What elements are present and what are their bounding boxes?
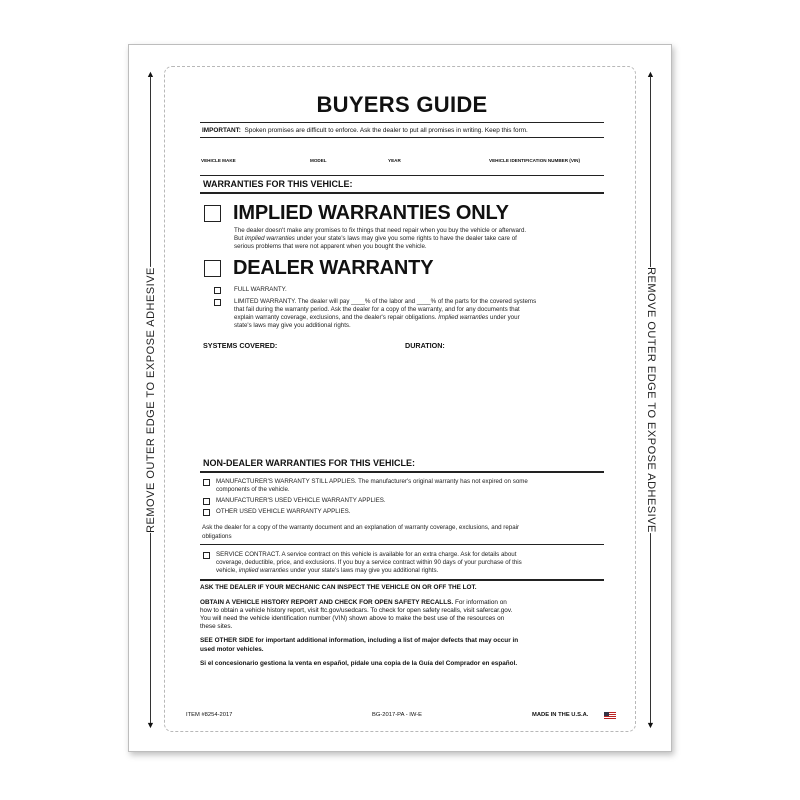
other-used-warranty-row	[200, 508, 604, 516]
divider	[200, 471, 604, 473]
text-span: OBTAIN A VEHICLE HISTORY REPORT AND CHECK FOR OPEN SAFETY RECALLS.	[200, 598, 454, 606]
text-span: Implied warranties	[438, 314, 489, 322]
service-contract-checkbox[interactable]	[203, 552, 210, 559]
mfr-warranty-checkbox[interactable]	[203, 479, 210, 486]
text-span: But	[234, 235, 246, 243]
vehicle-info-row[interactable]	[200, 156, 604, 176]
text-line: The dealer doesn't make any promises to fix things that need repair when you buy the vehicle or afterward.	[234, 227, 527, 234]
text-span: under your	[488, 314, 520, 322]
arrow-up-icon: ▲	[646, 69, 655, 79]
text-span: under your state's laws may give you some rights to have the dealer take care of	[294, 235, 517, 243]
vehicle-make-label: VEHICLE MAKE	[201, 158, 236, 163]
non-dealer-heading: NON-DEALER WARRANTIES FOR THIS VEHICLE:	[203, 457, 416, 468]
text-line: Ask the dealer for a copy of the warranty document and an explanation of warranty coverage, exclusions, and repair	[202, 524, 520, 532]
text-line: that fail during the warranty period. Ask the dealer for a copy of the warranty, and for any documents that	[234, 306, 520, 314]
text-line	[200, 599, 604, 607]
us-flag-icon	[604, 712, 616, 720]
dealer-warranty-checkbox[interactable]	[204, 260, 221, 277]
text-span: implied warranties	[238, 567, 289, 575]
limited-warranty-text	[234, 298, 536, 331]
text-line: these sites.	[200, 623, 233, 631]
systems-covered-label: SYSTEMS COVERED:	[203, 340, 278, 350]
used-mfr-warranty-row	[200, 497, 604, 505]
text-line: components of the vehicle.	[216, 485, 290, 493]
text-line: used motor vehicles.	[200, 645, 264, 653]
full-warranty-row	[200, 286, 604, 294]
text-line	[216, 567, 522, 575]
arrow-down-icon: ▼	[146, 720, 155, 730]
ask-dealer-text	[200, 524, 604, 540]
text-line: how to obtain a vehicle history report, visit ftc.gov/usedcars. To check for open safety recalls, visit safercar.gov.	[200, 606, 513, 614]
dealer-warranty-heading: DEALER WARRANTY	[233, 257, 434, 280]
spanish-notice: Si el concesionario gestiona la venta en español, pídale una copia de la Guía del Comprador en español.	[200, 659, 518, 667]
text-line: serious problems that were not apparent when you bought the vehicle.	[234, 243, 427, 251]
limited-warranty-checkbox[interactable]	[214, 299, 221, 306]
mfr-warranty-row	[200, 478, 604, 494]
other-used-warranty-label: OTHER USED VEHICLE WARRANTY APPLIES.	[216, 508, 351, 516]
text-line: SEE OTHER SIDE for important additional information, including a list of major defects that may occur in	[200, 637, 519, 645]
important-text: Spoken promises are difficult to enforce. Ask the dealer to put all promises in writing. Keep this form.	[244, 127, 528, 134]
footer	[186, 712, 616, 724]
model-label: MODEL	[310, 158, 327, 163]
arrow-down-icon: ▼	[646, 720, 655, 730]
mechanic-notice: ASK THE DEALER IF YOUR MECHANIC CAN INSPECT THE VEHICLE ON OR OFF THE LOT.	[200, 584, 477, 592]
text-line: MANUFACTURER'S WARRANTY STILL APPLIES. The manufacturer's original warranty has not expired on some	[216, 477, 528, 485]
text-line	[234, 314, 536, 322]
implied-warranty-text	[200, 227, 604, 252]
text-line: You will need the vehicle identification number (VIN) shown above to make the best use of the resources on	[200, 615, 505, 623]
text-line	[234, 235, 604, 243]
service-contract-text	[216, 551, 522, 576]
side-text-right: REMOVE OUTER EDGE TO EXPOSE ADHESIVE	[642, 267, 660, 533]
important-label: IMPORTANT:	[202, 127, 241, 134]
year-label: YEAR	[388, 158, 401, 163]
text-span: explain warranty coverage, exclusions, and the dealer's repair obligations.	[234, 314, 439, 322]
made-in-usa: MADE IN THE U.S.A.	[532, 712, 589, 718]
text-span: vehicle,	[216, 567, 239, 575]
side-strip-right	[641, 70, 661, 730]
full-warranty-label: FULL WARRANTY.	[234, 285, 287, 293]
form-code: BG-2017-PA - IW-E	[372, 712, 423, 718]
page-title: BUYERS GUIDE	[316, 92, 488, 117]
used-mfr-warranty-label: MANUFACTURER'S USED VEHICLE WARRANTY APPLIES.	[216, 497, 386, 505]
implied-warranty-row	[200, 202, 604, 224]
text-line: LIMITED WARRANTY. The dealer will pay ____% of the labor and ____% of the parts for the covered systems	[234, 297, 537, 305]
side-strip-left	[141, 70, 161, 730]
text-line: obligations	[202, 532, 232, 540]
full-warranty-checkbox[interactable]	[214, 287, 221, 294]
arrow-up-icon: ▲	[146, 69, 155, 79]
other-used-warranty-checkbox[interactable]	[203, 509, 210, 516]
used-mfr-warranty-checkbox[interactable]	[203, 498, 210, 505]
text-span: under your state's laws may give you additional rights.	[288, 567, 439, 575]
service-contract-row	[200, 551, 604, 576]
divider	[200, 579, 604, 581]
limited-warranty-row	[200, 298, 604, 331]
coverage-fields[interactable]	[200, 341, 604, 353]
text-span: For information on	[453, 598, 507, 606]
implied-warranty-checkbox[interactable]	[204, 205, 221, 222]
vin-label: VEHICLE IDENTIFICATION NUMBER (VIN)	[489, 158, 581, 163]
dealer-warranty-row	[200, 258, 604, 280]
divider	[200, 544, 604, 545]
text-line: coverage, deductible, price, and exclusions. If you buy a service contract within 90 days of your purchase of this	[216, 559, 522, 567]
divider	[200, 192, 604, 194]
see-other-side-notice	[200, 637, 604, 653]
text-line: SERVICE CONTRACT. A service contract on this vehicle is available for an extra charge. Ask for details about	[216, 550, 517, 558]
text-line: state's laws may give you additional rights.	[234, 322, 351, 330]
text-span: implied warranties	[245, 235, 295, 243]
important-notice	[200, 123, 604, 137]
history-report-notice	[200, 599, 604, 632]
divider	[200, 137, 604, 138]
side-text-left: REMOVE OUTER EDGE TO EXPOSE ADHESIVE	[142, 267, 160, 533]
warranties-heading: WARRANTIES FOR THIS VEHICLE:	[203, 179, 353, 189]
mfr-warranty-text	[216, 478, 528, 494]
form-content	[200, 92, 604, 668]
duration-label: DURATION:	[405, 340, 445, 350]
coverage-blank-area[interactable]	[200, 353, 604, 455]
implied-warranty-heading: IMPLIED WARRANTIES ONLY	[233, 201, 509, 224]
item-number: ITEM #8254-2017	[186, 712, 233, 718]
